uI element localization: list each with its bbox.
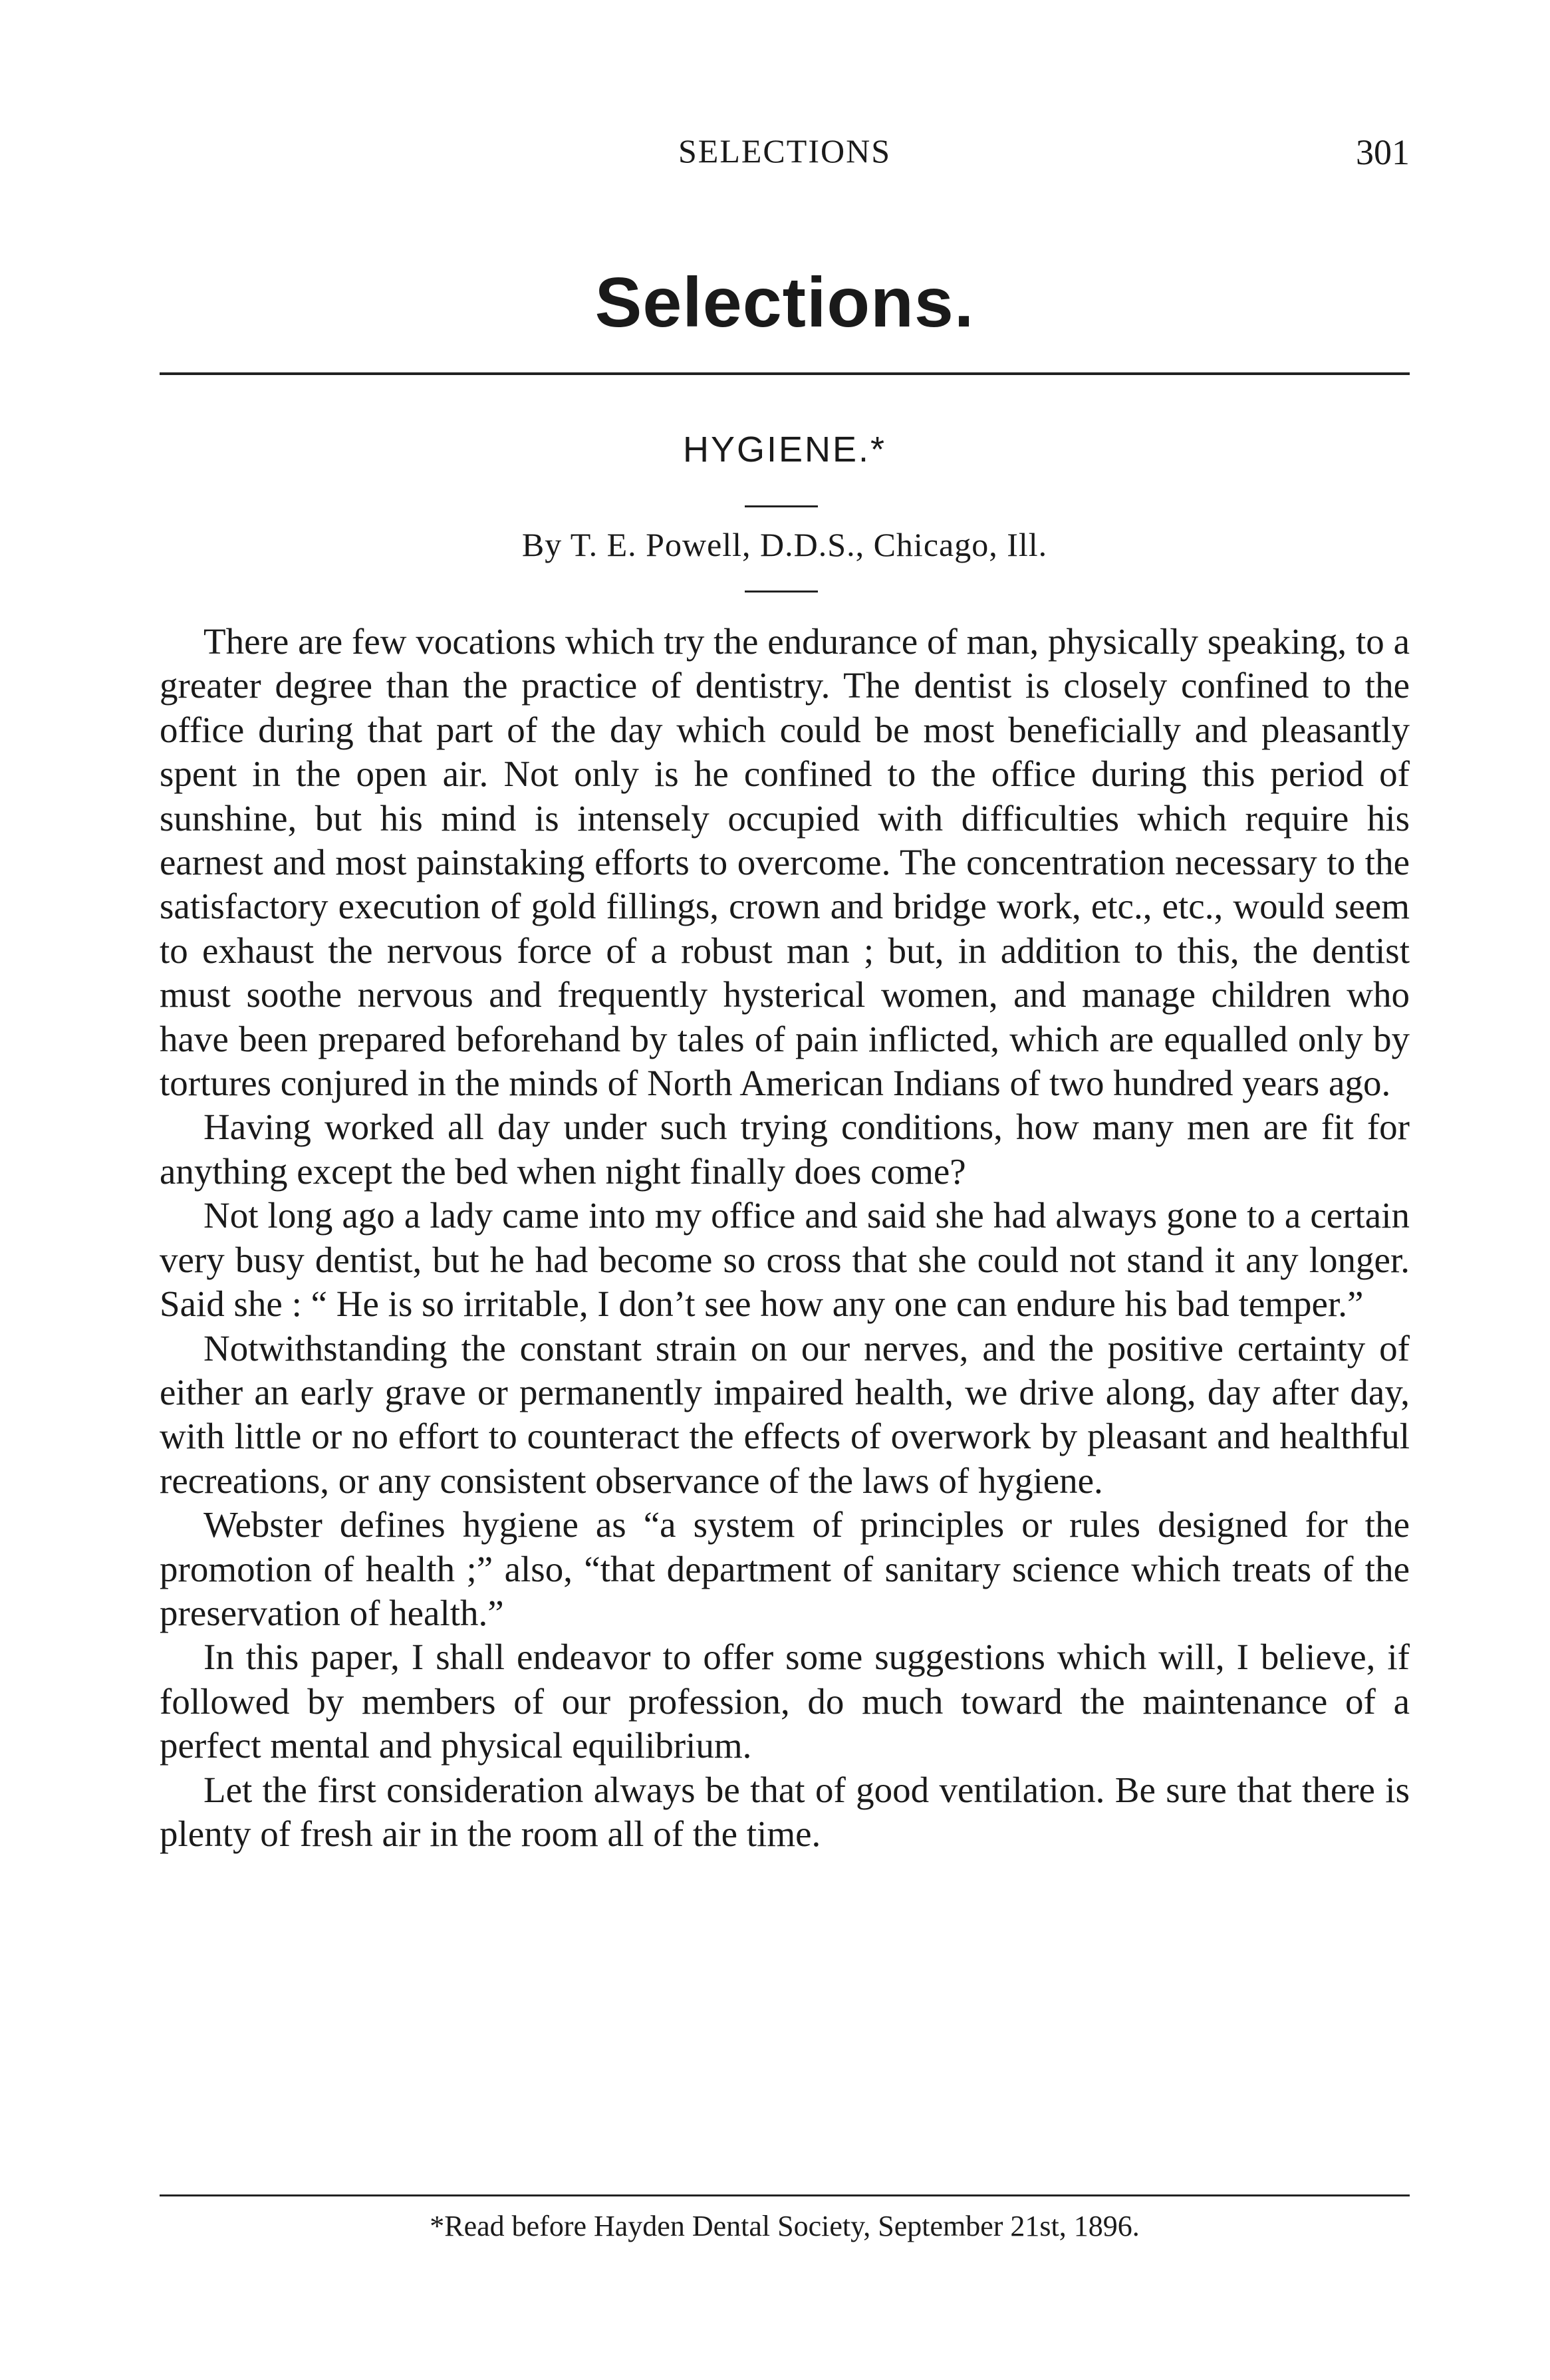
byline: By T. E. Powell, D.D.S., Chicago, Ill. bbox=[521, 526, 1048, 563]
running-head bbox=[160, 132, 1410, 178]
paragraph: Not long ago a lady came into my office and said she had always gone to a certain very busy dentist, but he had become so cross that she could not stand it any longer. Said she : “ He is so irritable, I don’t see how any one can endure his bad temper.” bbox=[160, 1195, 1410, 1325]
paragraph: Let the first consideration always be that of good ventilation. Be sure that there is plenty of fresh air in the room all of the time. bbox=[160, 1769, 1410, 1854]
running-title: SELECTIONS bbox=[678, 132, 891, 170]
paragraph: Having worked all day under such trying conditions, how many men are fit for anything except the bed when night finally does come? bbox=[160, 1107, 1410, 1192]
section-title: Selections. bbox=[594, 263, 975, 342]
page-number: 301 bbox=[1356, 132, 1410, 172]
article-title: HYGIENE.* bbox=[682, 430, 887, 469]
paragraph: Webster defines hygiene as “a system of principles or rules designed for the promotion of health ;” also, “that department of sanitary science which treats of the preservation of health.” bbox=[160, 1504, 1410, 1633]
paragraph: Notwithstanding the constant strain on our nerves, and the positive certainty of either an early grave or permanently impaired health, we drive along, day after day, with little or no effort to counteract the effects of overwork by pleasant and healthful recreations, or any consistent observance of the laws of hygiene. bbox=[160, 1327, 1410, 1501]
byline-rule bbox=[745, 591, 818, 593]
footnote-rule bbox=[160, 2194, 1410, 2196]
paragraph: In this paper, I shall endeavor to offer some suggestions which will, I believe, if followed by members of our profession, do much toward the maintenance of a perfect mental and physical equilibrium. bbox=[160, 1637, 1410, 1766]
title-rule bbox=[745, 505, 818, 507]
paragraph: There are few vocations which try the endurance of man, physically speaking, to a greater degree than the practice of dentistry. The dentist is closely confined to the office during that part of the day which could be most beneficially and pleasantly spent in the open air. Not only is he confined to the office during this period of sunshine, but his mind is intensely occupied with difficulties which require his earnest and most painstaking efforts to overcome. The concentration necessary to the satisfactory execution of gold fillings, crown and bridge work, etc., etc., would seem to exhaust the nervous force of a robust man ; but, in addition to this, the dentist must soothe nervous and frequently hysterical women, and manage children who have been prepared beforehand by tales of pain inflicted, which are equalled only by tortures conjured in the minds of North American Indians of two hundred years ago. bbox=[160, 621, 1410, 1104]
article-body bbox=[160, 620, 1410, 1856]
section-divider bbox=[160, 372, 1410, 375]
footnote: *Read before Hayden Dental Society, September 21st, 1896. bbox=[430, 2210, 1140, 2242]
